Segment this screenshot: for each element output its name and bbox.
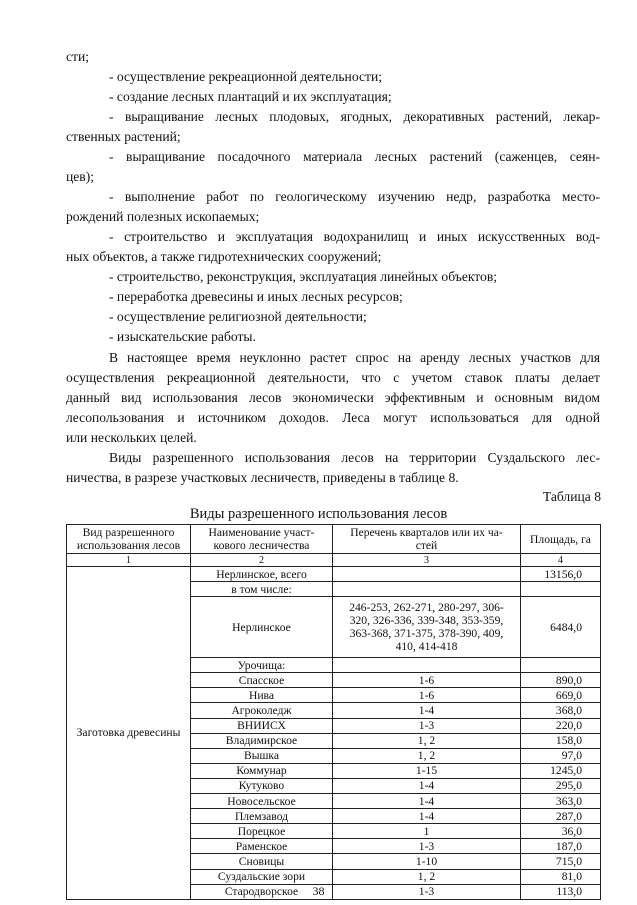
forestry-name-cell: Сновицы: [191, 854, 333, 869]
forestry-name-cell: Коммунар: [191, 763, 333, 778]
area-cell: [521, 658, 601, 673]
area-cell: 113,0: [521, 884, 601, 899]
list-item: - выполнение работ по геологическому изучению недр, разработка место-: [109, 189, 600, 204]
list-item: - строительство и эксплуатация водохранилищ и иных искусственных вод-: [109, 229, 600, 244]
forestry-name-cell: Вышка: [191, 748, 333, 763]
quarters-cell: 1-3: [333, 718, 521, 733]
paragraph-line: лесопользования и источником доходов. Леса могут использоваться для одной: [66, 410, 600, 425]
area-cell: 220,0: [521, 718, 601, 733]
quarters-line: 410, 414-418: [395, 640, 458, 654]
table-title: Виды разрешенного использования лесов: [189, 506, 448, 522]
forestry-name-cell: Стародворское: [191, 884, 333, 899]
list-item: - создание лесных плантаций и их эксплуатация;: [109, 89, 392, 104]
page-number: 38: [312, 884, 325, 898]
quarters-cell: 1-4: [333, 703, 521, 718]
quarters-cell: 1-6: [333, 673, 521, 688]
area-cell: 890,0: [521, 673, 601, 688]
paragraph-line: ничества, в разрезе участковых лесничеств, приведены в таблице 8.: [66, 470, 459, 485]
area-cell: 13156,0: [521, 567, 601, 582]
area-cell: 158,0: [521, 733, 601, 748]
header-line: Площадь, га: [530, 532, 591, 546]
list-item: - осуществление рекреационной деятельности;: [109, 69, 382, 84]
header-line: Наименование участ-: [208, 526, 315, 539]
use-type-cell: Заготовка древесины: [67, 567, 191, 900]
quarters-cell: [333, 567, 521, 582]
list-item: - изыскательские работы.: [109, 329, 256, 344]
forestry-name-cell: Урочища:: [191, 658, 333, 673]
area-cell: 368,0: [521, 703, 601, 718]
text-line: сти;: [66, 49, 90, 64]
quarters-cell: 1: [333, 824, 521, 839]
quarters-cell: 1-4: [333, 809, 521, 824]
text-line: рождений полезных ископаемых;: [66, 209, 260, 224]
column-number: 4: [521, 554, 601, 567]
paragraph-line: Виды разрешенного использования лесов на территории Суздальского лес-: [109, 450, 600, 465]
forestry-name-cell: Нива: [191, 688, 333, 703]
column-number-row: [67, 554, 601, 567]
paragraph-line: или нескольких целей.: [66, 430, 197, 445]
header-line: Перечень кварталов или их ча-: [350, 526, 503, 539]
header-line: Вид разрешенного: [82, 526, 175, 539]
forestry-name-cell: Нерлинское, всего: [191, 567, 333, 582]
forestry-name-cell: Кутуково: [191, 778, 333, 793]
table-caption: Таблица 8: [542, 489, 601, 504]
area-cell: 97,0: [521, 748, 601, 763]
area-cell: 6484,0: [521, 597, 601, 658]
quarters-cell: 1-10: [333, 854, 521, 869]
forestry-name-cell: Владимирское: [191, 733, 333, 748]
area-cell: 1245,0: [521, 763, 601, 778]
quarters-cell: [333, 597, 521, 658]
forestry-name-cell: Племзавод: [191, 809, 333, 824]
area-cell: 669,0: [521, 688, 601, 703]
list-item: - выращивание посадочного материала лесных растений (саженцев, сеян-: [109, 149, 600, 164]
quarters-cell: 1-6: [333, 688, 521, 703]
text-line: ных объектов, а также гидротехнических сооружений;: [66, 249, 382, 264]
text-line: цев);: [66, 169, 95, 184]
forestry-name-cell: Раменское: [191, 839, 333, 854]
area-cell: 295,0: [521, 778, 601, 793]
quarters-line: 246-253, 262-271, 280-297, 306-: [349, 601, 504, 615]
quarters-cell: 1-3: [333, 884, 521, 899]
paragraph-line: В настоящее время неуклонно растет спрос на аренду лесных участков для: [109, 350, 600, 365]
area-cell: 36,0: [521, 824, 601, 839]
quarters-cell: 1-4: [333, 778, 521, 793]
quarters-cell: 1-15: [333, 763, 521, 778]
paragraph-line: осуществления рекреационной деятельности, что с учетом ставок платы делает: [66, 370, 600, 385]
quarters-line: 363-368, 371-375, 378-390, 409,: [349, 627, 504, 641]
quarters-cell: 1, 2: [333, 869, 521, 884]
column-number: 2: [191, 554, 333, 567]
paragraph-line: данный вид использования лесов экономически эффективным и основным видом: [66, 390, 600, 405]
quarters-cell: 1, 2: [333, 733, 521, 748]
list-item: - осуществление религиозной деятельности;: [109, 309, 367, 324]
area-cell: 287,0: [521, 809, 601, 824]
column-number: 3: [333, 554, 521, 567]
quarters-cell: [333, 658, 521, 673]
forestry-name-cell: Новосельское: [191, 794, 333, 809]
column-number: 1: [67, 554, 191, 567]
forestry-name-cell: Агроколедж: [191, 703, 333, 718]
header-cell: [67, 525, 191, 554]
forestry-name-cell: Спасское: [191, 673, 333, 688]
quarters-cell: 1-4: [333, 794, 521, 809]
header-cell: [191, 525, 333, 554]
area-cell: [521, 582, 601, 597]
table-header-row: [67, 525, 601, 554]
text-line: ственных растений;: [66, 129, 181, 144]
area-cell: 715,0: [521, 854, 601, 869]
quarters-line: 320, 326-336, 339-348, 353-359,: [349, 614, 504, 628]
forest-use-table: [66, 524, 601, 900]
header-cell: [521, 525, 601, 554]
list-item: - выращивание лесных плодовых, ягодных, декоративных растений, лекар-: [109, 109, 600, 124]
forestry-name-cell: в том числе:: [191, 582, 333, 597]
quarters-cell: [333, 582, 521, 597]
forestry-name-cell: Суздальские зори: [191, 869, 333, 884]
forestry-name-cell: ВНИИСХ: [191, 718, 333, 733]
header-line: использования лесов: [76, 539, 181, 552]
header-line: кового лесничества: [213, 539, 310, 552]
list-item: - переработка древесины и иных лесных ресурсов;: [109, 289, 403, 304]
quarters-cell: 1-3: [333, 839, 521, 854]
forestry-name-cell: Нерлинское: [191, 597, 333, 658]
list-item: - строительство, реконструкция, эксплуатация линейных объектов;: [109, 269, 498, 284]
area-cell: 363,0: [521, 794, 601, 809]
quarters-cell: 1, 2: [333, 748, 521, 763]
forestry-name-cell: Порецкое: [191, 824, 333, 839]
area-cell: 81,0: [521, 869, 601, 884]
table-row: [67, 567, 601, 582]
header-cell: [333, 525, 521, 554]
header-line: стей: [415, 539, 438, 552]
area-cell: 187,0: [521, 839, 601, 854]
